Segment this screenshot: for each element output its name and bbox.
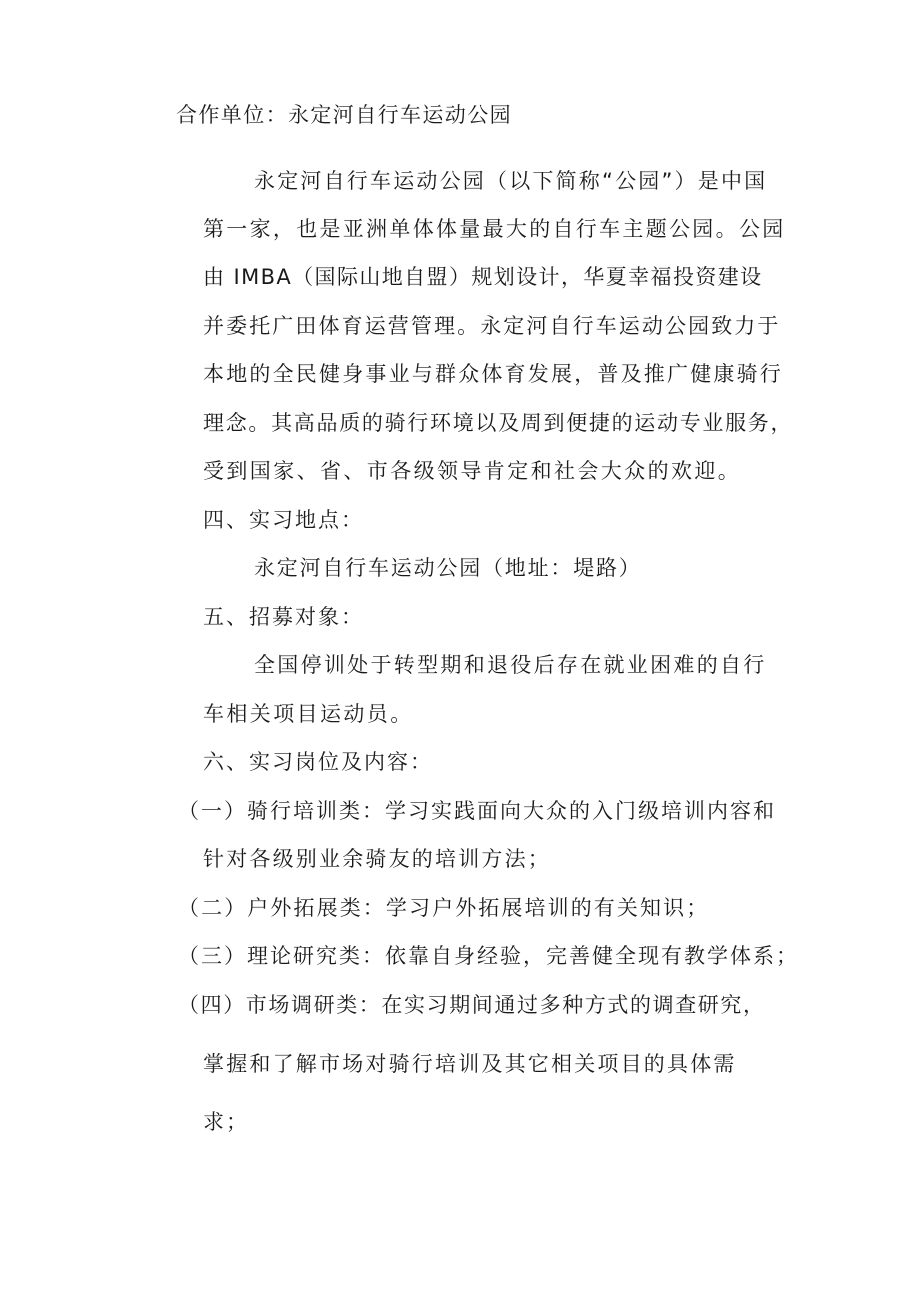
position-line: 求； bbox=[203, 1110, 249, 1134]
intro-line: 并委托广田体育运营管理。永定河自行车运动公园致力于 bbox=[203, 314, 781, 338]
intro-line: 受到国家、省、市各级领导肯定和社会大众的欢迎。 bbox=[203, 459, 742, 483]
position-line: 针对各级别业余骑友的培训方法； bbox=[203, 847, 551, 871]
position-line: （二）户外拓展类：学习户外拓展培训的有关知识； bbox=[178, 896, 710, 920]
intro-line: 由 IMBA（国际山地自盟）规划设计，华夏幸福投资建设 bbox=[203, 265, 763, 289]
target-line: 全国停训处于转型期和退役后存在就业困难的自行 bbox=[254, 653, 767, 677]
intro-line: 本地的全民健身事业与群众体育发展，普及推广健康骑行 bbox=[203, 362, 783, 386]
intro-line: 理念。其高品质的骑行环境以及周到便捷的运动专业服务， bbox=[203, 411, 794, 435]
position-line: 掌握和了解市场对骑行培训及其它相关项目的具体需 bbox=[203, 1052, 737, 1076]
intro-line: 第一家，也是亚洲单体体量最大的自行车主题公园。公园 bbox=[203, 217, 786, 241]
position-line: （三）理论研究类：依靠自身经验，完善健全现有教学体系； bbox=[178, 944, 799, 968]
partner-line: 合作单位：永定河自行车运动公园 bbox=[176, 103, 512, 127]
intro-line: 永定河自行车运动公园（以下简称“公园”）是中国 bbox=[254, 169, 768, 193]
target-line: 车相关项目运动员。 bbox=[203, 702, 414, 726]
section-heading-location: 四、实习地点： bbox=[203, 508, 364, 532]
position-line: （四）市场调研类：在实习期间通过多种方式的调查研究， bbox=[178, 993, 766, 1017]
location-text: 永定河自行车运动公园（地址：堤路） bbox=[254, 556, 642, 580]
section-heading-positions: 六、实习岗位及内容： bbox=[203, 750, 433, 774]
position-line: （一）骑行培训类：学习实践面向大众的入门级培训内容和 bbox=[178, 799, 776, 823]
section-heading-target: 五、招募对象： bbox=[203, 605, 364, 629]
